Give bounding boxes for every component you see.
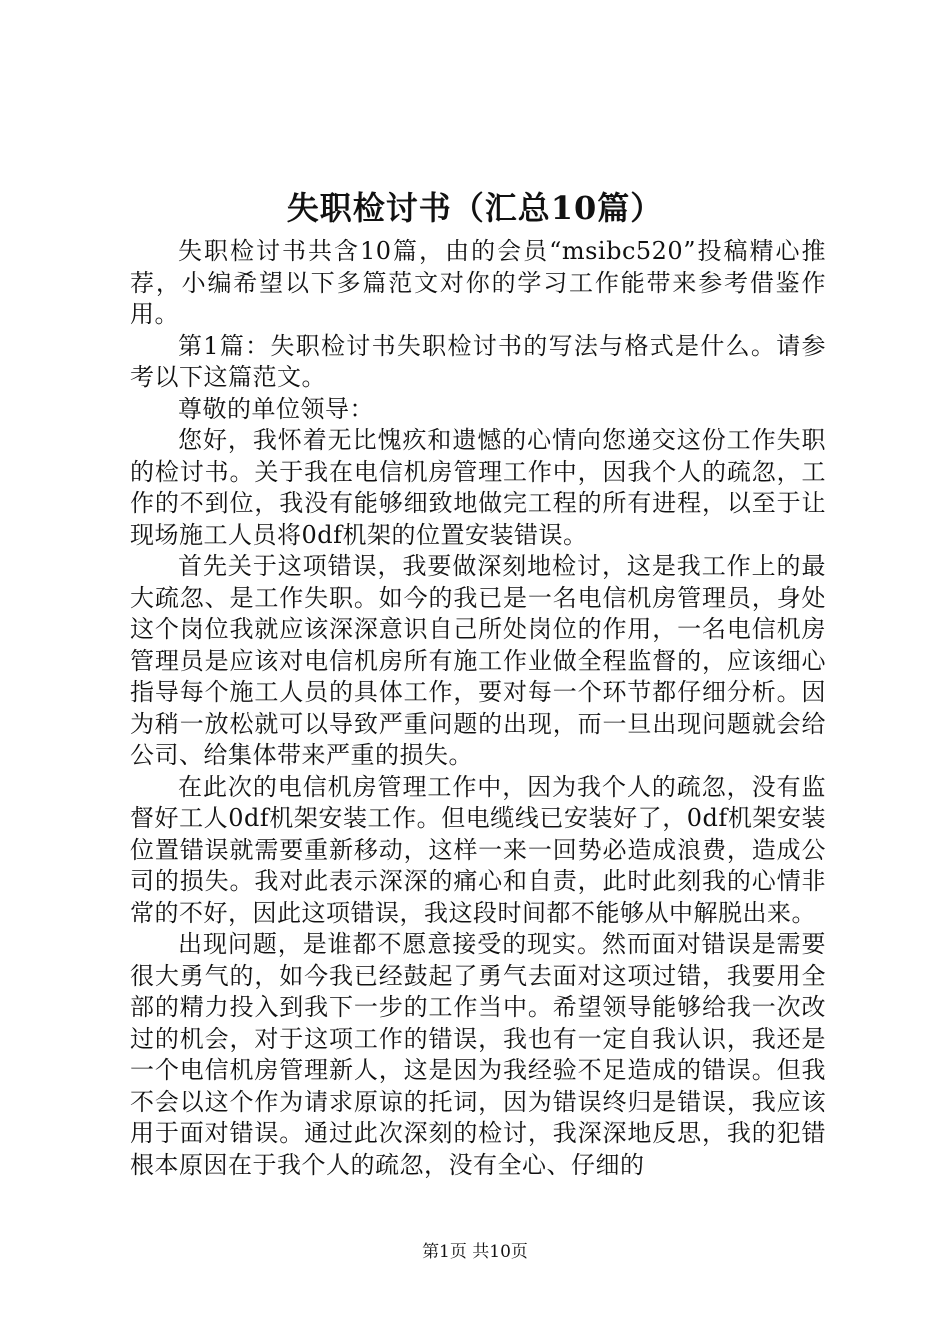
paragraph-resolution: 出现问题，是谁都不愿意接受的现实。然而面对错误是需要很大勇气的，如今我已经鼓起了勇气去面对这项过错，我要用全部的精力投入到我下一步的工作当中。希望领导能够给我一次改过的机会，对于这项工作的错误，我也有一定自我认识，我还是一个电信机房管理新人，这是因为我经验不足造成的错误。但我不会以这个作为请求原谅的托词，因为错误终归是错误，我应该用于面对错误。通过此次深刻的检讨，我深深地反思，我的犯错根本原因在于我个人的疏忽，没有全心、仔细的 [130,930,826,1179]
paragraph-salutation: 尊敬的单位领导： [178,394,374,423]
paragraph-section-heading: 第1篇：失职检讨书失职检讨书的写法与格式是什么。请参考以下这篇范文。 [130,331,826,391]
paragraph-intro: 失职检讨书共含10篇，由的会员“msibc520”投稿精心推荐，小编希望以下多篇范文对你的学习工作能带来参考借鉴作用。 [130,237,826,328]
document-body [130,236,826,1181]
paragraph-incident: 在此次的电信机房管理工作中，因为我个人的疏忽，没有监督好工人0df机架安装工作。但电缆线已安装好了，0df机架安装位置错误就需要重新移动，这样一来一回势必造成浪费，造成公司的损失。我对此表示深深的痛心和自责，此时此刻我的心情非常的不好，因此这项错误，我这段时间都不能够从中解脱出来。 [130,772,826,927]
paragraph-greeting: 您好，我怀着无比愧疚和遗憾的心情向您递交这份工作失职的检讨书。关于我在电信机房管理工作中，因我个人的疏忽，工作的不到位，我没有能够细致地做完工程的所有进程，以至于让现场施工人员将0df机架的位置安装错误。 [130,426,826,549]
page-number-footer: 第1页 共10页 [422,1242,528,1262]
paragraph-reflection: 首先关于这项错误，我要做深刻地检讨，这是我工作上的最大疏忽、是工作失职。如今的我已是一名电信机房管理员，身处这个岗位我就应该深深意识自己所处岗位的作用，一名电信机房管理员是应该对电信机房所有施工作业做全程监督的，应该细心指导每个施工人员的具体工作，要对每一个环节都仔细分析。因为稍一放松就可以导致严重问题的出现，而一旦出现问题就会给公司、给集体带来严重的损失。 [130,552,826,769]
document-title: 失职检讨书（汇总10篇） [286,189,664,227]
